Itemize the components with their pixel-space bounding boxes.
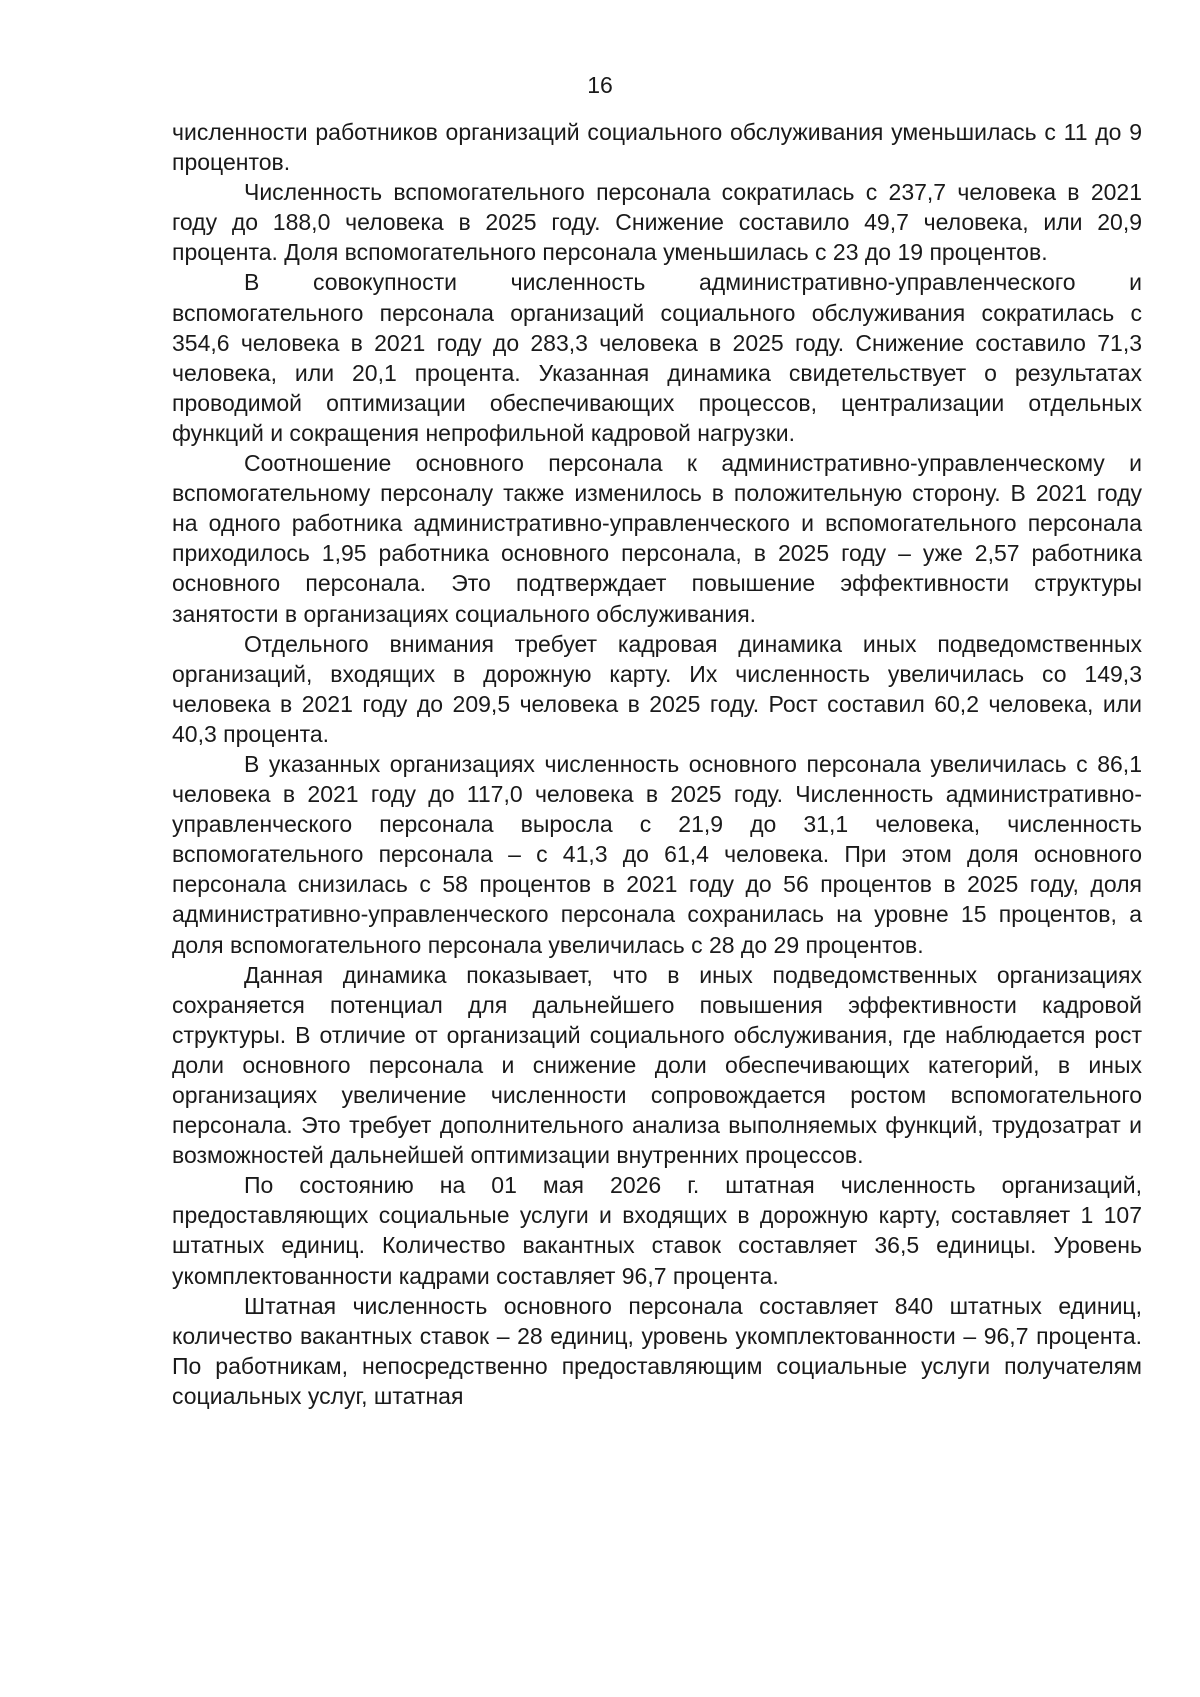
paragraph-7: Данная динамика показывает, что в иных подведомственных организациях сохраняется потенциал для дальнейшего повышения эффективности кадровой структуры. В отличие от организаций социального обслуживания, где наблюдается рост доли основного персонала и снижение доли обеспечивающих категорий, в иных организациях увеличение численности сопровождается ростом вспомогательного персонала. Это требует дополнительного анализа выполняемых функций, трудозатрат и возможностей дальнейшей оптимизации внутренних процессов. [172, 961, 1142, 1169]
paragraph-3: В совокупности численность административно-управленческого и вспомогательного персонала организаций социального обслуживания сократилась с 354,6 человека в 2021 году до 283,3 человека в 2025 году. Снижение составило 71,3 человека, или 20,1 процента. Указанная динамика свидетельствует о результатах проводимой оптимизации обеспечивающих процессов, централизации отдельных функций и сокращения непрофильной кадровой нагрузки. [172, 269, 1142, 446]
page-number: 16 [587, 72, 613, 98]
document-body [172, 117, 1142, 1411]
paragraph-5: Отдельного внимания требует кадровая динамика иных подведомственных организаций, входящих в дорожную карту. Их численность увеличилась со 149,3 человека в 2021 году до 209,5 человека в 2025 году. Рост составил 60,2 человека, или 40,3 процента. [172, 630, 1142, 747]
paragraph-8: По состоянию на 01 мая 2026 г. штатная численность организаций, предоставляющих социальные услуги и входящих в дорожную карту, составляет 1 107 штатных единиц. Количество вакантных ставок составляет 36,5 единицы. Уровень укомплектованности кадрами составляет 96,7 процента. [172, 1172, 1142, 1289]
paragraph-1: численности работников организаций социального обслуживания уменьшилась с 11 до 9 процентов. [172, 119, 1142, 176]
paragraph-4: Соотношение основного персонала к административно-управленческому и вспомогательному персоналу также изменилось в положительную сторону. В 2021 году на одного работника административно-управленческого и вспомогательного персонала приходилось 1,95 работника основного персонала, в 2025 году – уже 2,57 работника основного персонала. Это подтверждает повышение эффективности структуры занятости в организациях социального обслуживания. [172, 450, 1142, 627]
paragraph-9: Штатная численность основного персонала составляет 840 штатных единиц, количество вакантных ставок – 28 единиц, уровень укомплектованности – 96,7 процента. По работникам, непосредственно предоставляющим социальные услуги получателям социальных услуг, штатная [172, 1292, 1142, 1409]
paragraph-6: В указанных организациях численность основного персонала увеличилась с 86,1 человека в 2021 году до 117,0 человека в 2025 году. Численность административно-управленческого персонала выросла с 21,9 до 31,1 человека, численность вспомогательного персонала – с 41,3 до 61,4 человека. При этом доля основного персонала снизилась с 58 процентов в 2021 году до 56 процентов в 2025 году, доля административно-управленческого персонала сохранилась на уровне 15 процентов, а доля вспомогательного персонала увеличилась с 28 до 29 процентов. [172, 750, 1142, 958]
paragraph-2: Численность вспомогательного персонала сократилась с 237,7 человека в 2021 году до 188,0 человека в 2025 году. Снижение составило 49,7 человека, или 20,9 процента. Доля вспомогательного персонала уменьшилась с 23 до 19 процентов. [172, 179, 1142, 266]
